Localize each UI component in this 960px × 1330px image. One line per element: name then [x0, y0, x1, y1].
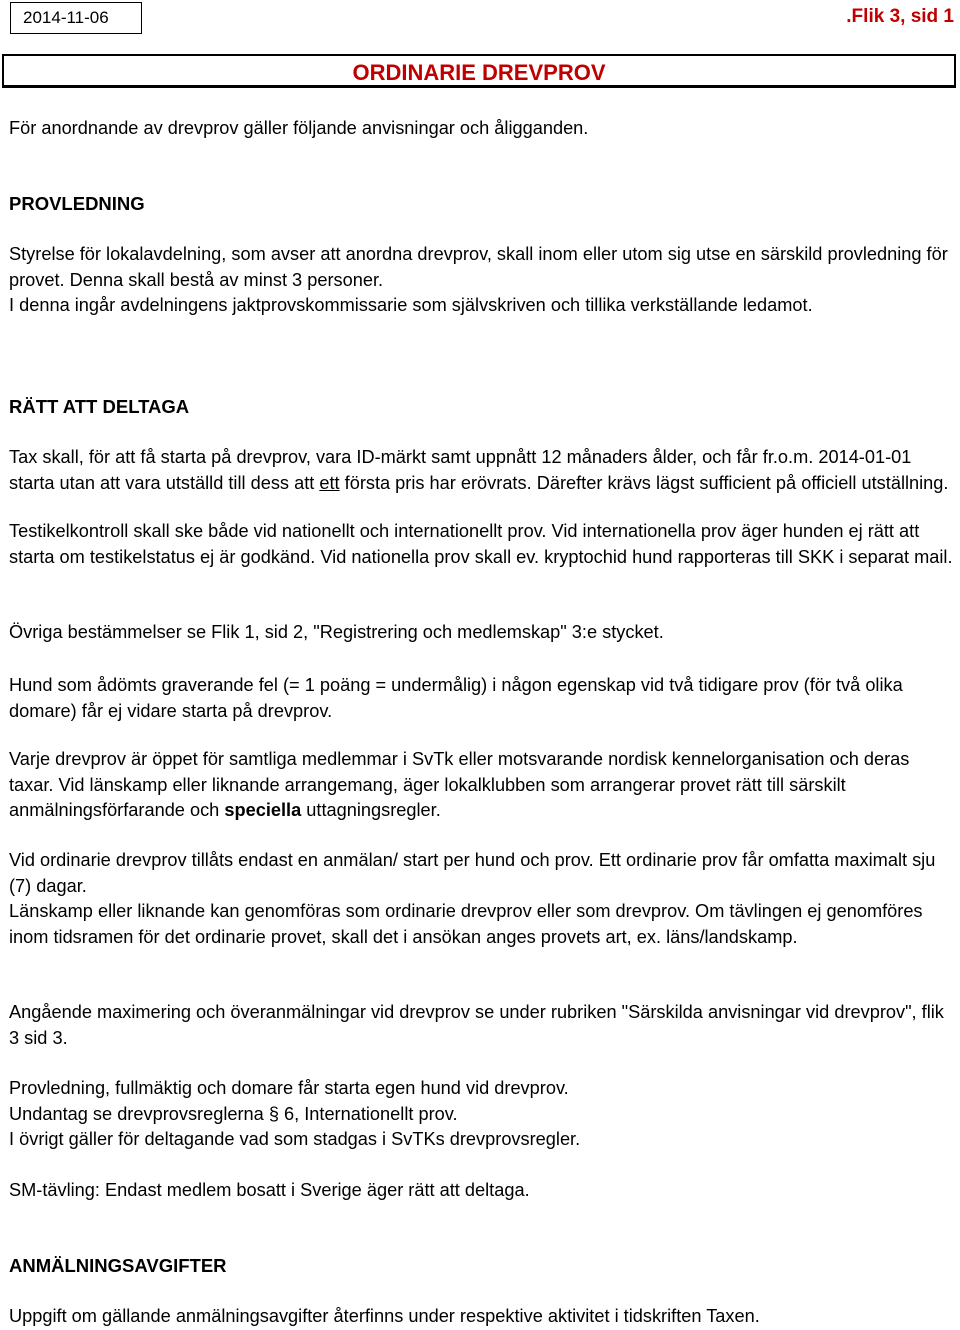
deltaga-paragraph-3: Övriga bestämmelser se Flik 1, sid 2, "Registrering och medlemskap" 3:e stycket. [9, 622, 664, 642]
deltaga-p5-text-a: Varje drevprov är öppet för samtliga medlemmar i SvTk eller motsvarande nordisk kennelorganisation och deras taxar. Vid länskamp eller liknande arrangemang, äger lokalklubben som arrangerar provet rätt till särskilt anmälningsförfarande och [9, 749, 910, 820]
deltaga-paragraph-5 [9, 747, 954, 824]
page-reference: .Flik 3, sid 1 [846, 6, 954, 27]
heading-anmalningsavgifter: ANMÄLNINGSAVGIFTER [9, 1255, 227, 1276]
avgifter-paragraph-1: Uppgift om gällande anmälningsavgifter återfinns under respektive aktivitet i tidskriften Taxen. [9, 1306, 760, 1326]
provledning-paragraph-2: I denna ingår avdelningens jaktprovskommissarie som självskriven och tillika verkställande ledamot. [9, 295, 813, 315]
deltaga-p9-line-1: Provledning, fullmäktig och domare får starta egen hund vid drevprov. [9, 1078, 569, 1098]
deltaga-p1-underlined: ett [319, 472, 340, 493]
deltaga-paragraph-1 [9, 445, 954, 496]
deltaga-paragraph-2: Testikelkontroll skall ske både vid nationellt och internationellt prov. Vid internationella prov äger hunden ej rätt att starta om testikelstatus ej är godkänd. Vid nationella prov skall ev. kryptochid hund rapporteras till SKK i separat mail. [9, 521, 953, 567]
deltaga-paragraph-9 [9, 1076, 954, 1153]
deltaga-p1-text-b: första pris har erövrats. Därefter krävs lägst sufficient på officiell utställning. [339, 472, 949, 493]
heading-ratt-att-deltaga: RÄTT ATT DELTAGA [9, 396, 190, 417]
provledning-paragraph-1: Styrelse för lokalavdelning, som avser att anordna drevprov, skall inom eller utom sig utse en särskild provledning för provet. Denna skall bestå av minst 3 personer. [9, 244, 948, 290]
deltaga-paragraph-6: Vid ordinarie drevprov tillåts endast en anmälan/ start per hund och prov. Ett ordinarie prov får omfatta maximalt sju (7) dagar. [9, 850, 936, 896]
deltaga-paragraph-8: Angående maximering och överanmälningar vid drevprov se under rubriken "Särskilda anvisningar vid drevprov", flik 3 sid 3. [9, 1002, 944, 1048]
deltaga-paragraph-7: Länskamp eller liknande kan genomföras som ordinarie drevprov eller som drevprov. Om tävlingen ej genomföres inom tidsramen för det ordinarie provet, skall det i ansökan anges provets art, ex. läns/landskamp. [9, 901, 923, 947]
deltaga-p5-bold: speciella [224, 800, 302, 820]
date-box [10, 2, 142, 34]
deltaga-p5-text-c: uttagningsregler. [301, 800, 441, 820]
deltaga-p9-line-2: Undantag se drevprovsreglerna § 6, Internationellt prov. [9, 1103, 458, 1124]
deltaga-paragraph-10: SM-tävling: Endast medlem bosatt i Sverige äger rätt att deltaga. [9, 1180, 530, 1200]
deltaga-paragraph-4: Hund som ådömts graverande fel (= 1 poäng = undermålig) i någon egenskap vid två tidigare prov (för två olika domare) får ej vidare starta på drevprov. [9, 675, 903, 721]
deltaga-p9-line-3: I övrigt gäller för deltagande vad som stadgas i SvTKs drevprovsregler. [9, 1129, 581, 1149]
page-title: ORDINARIE DREVPROV [2, 54, 956, 88]
intro-paragraph: För anordnande av drevprov gäller följande anvisningar och åligganden. [9, 118, 589, 138]
date-text: 2014-11-06 [23, 8, 109, 27]
deltaga-p1-text-a: Tax skall, för att få starta på drevprov, vara ID-märkt samt uppnått 12 månaders ålder, och får fr.o.m. 2014-01-01 starta utan att vara utställd till dess att [9, 447, 912, 493]
heading-provledning: PROVLEDNING [9, 193, 145, 214]
